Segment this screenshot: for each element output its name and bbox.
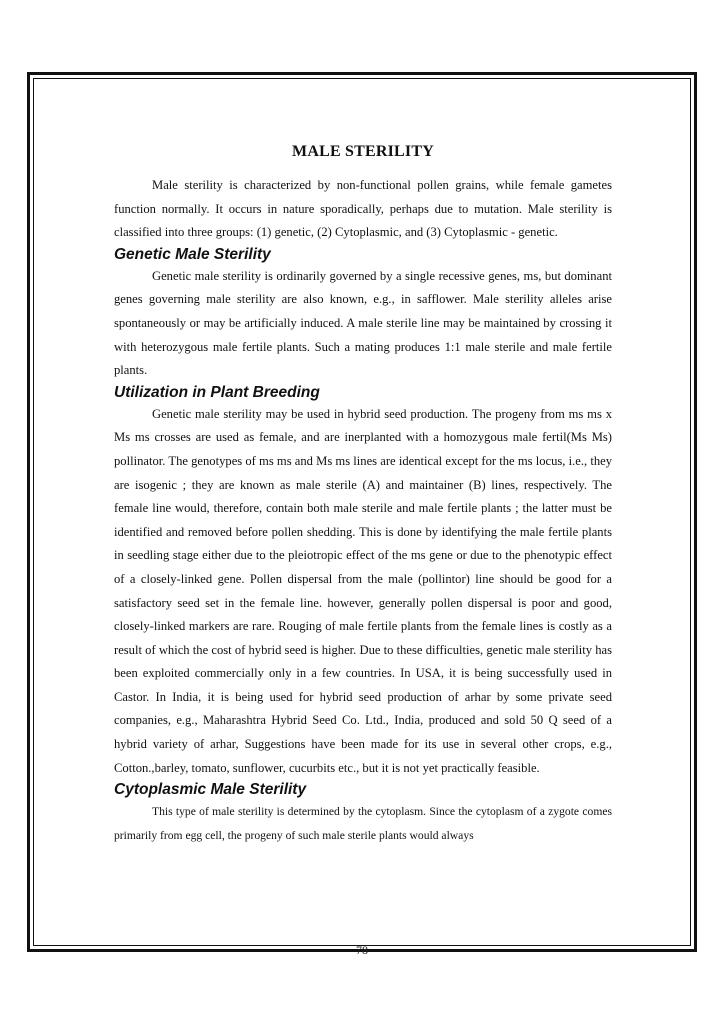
paragraph-cytoplasmic-male-sterility: This type of male sterility is determined by the cytoplasm. Since the cytoplasm of a zygote comes primarily from egg cell, the progeny of such male sterile plants would always [114,805,612,843]
document-body [114,143,612,848]
heading-utilization-in-plant-breeding: Utilization in Plant Breeding [114,383,320,401]
heading-genetic-male-sterility: Genetic Male Sterility [114,245,271,263]
intro-paragraph: Male sterility is characterized by non-functional pollen grains, while female gametes function normally. It occurs in nature sporadically, perhaps due to mutation. Male sterility is classified into three groups: (1) genetic, (2) Cytoplasmic, and (3) Cytoplasmic - genetic. [114,178,612,240]
paragraph-genetic-male-sterility: Genetic male sterility is ordinarily governed by a single recessive genes, ms, but dominant genes governing male sterility are also known, e.g., in safflower. Male sterility alleles arise spontaneously or may be artificially induced. A male sterile line may be maintained by crossing it with heterozygous male fertile plants. Such a mating produces 1:1 male sterile and male fertile plants. [114,268,612,378]
paragraph-utilization-in-plant-breeding: Genetic male sterility may be used in hybrid seed production. The progeny from ms ms x Ms ms crosses are used as female, and are inerplanted with a homozygous male fertil(Ms Ms) pollinator. The genotypes of ms ms and Ms ms lines are identical except for the ms locus, i.e., they are isogenic ; they are known as male sterile (A) and maintainer (B) lines, respectively. The female line would, therefore, contain both male sterile and male fertile plants ; the latter must be identified and removed before pollen shedding. This is done by identifying the male fertile plants in seedling stage either due to the pleiotropic effect of the ms gene or due to the phenotypic effect of a closely-linked gene. Pollen dispersal from the male (pollintor) line should be good for a satisfactory seed set in the female line. however, generally pollen dispersal is poor and good, closely-linked markers are rare. Rouging of male fertile plants from the female lines is costly as a result of which the cost of hybrid seed is higher. Due to these difficulties, genetic male sterility has been exploited commercially only in a few countries. In USA, it is being successfully used in Castor. In India, it is being used for hybrid seed production of arhar by some private seed companies, e.g., Maharashtra Hybrid Seed Co. Ltd., India, produced and sold 50 Q seed of a hybrid variety of arhar, Suggestions have been made for its use in several other crops, e.g., Cotton.,barley, tomato, sunflower, cucurbits etc., but it is not yet practically feasible. [114,406,612,775]
page-title: MALE STERILITY [292,143,434,160]
page-number: 78 [356,943,368,957]
heading-cytoplasmic-male-sterility: Cytoplasmic Male Sterility [114,781,307,799]
